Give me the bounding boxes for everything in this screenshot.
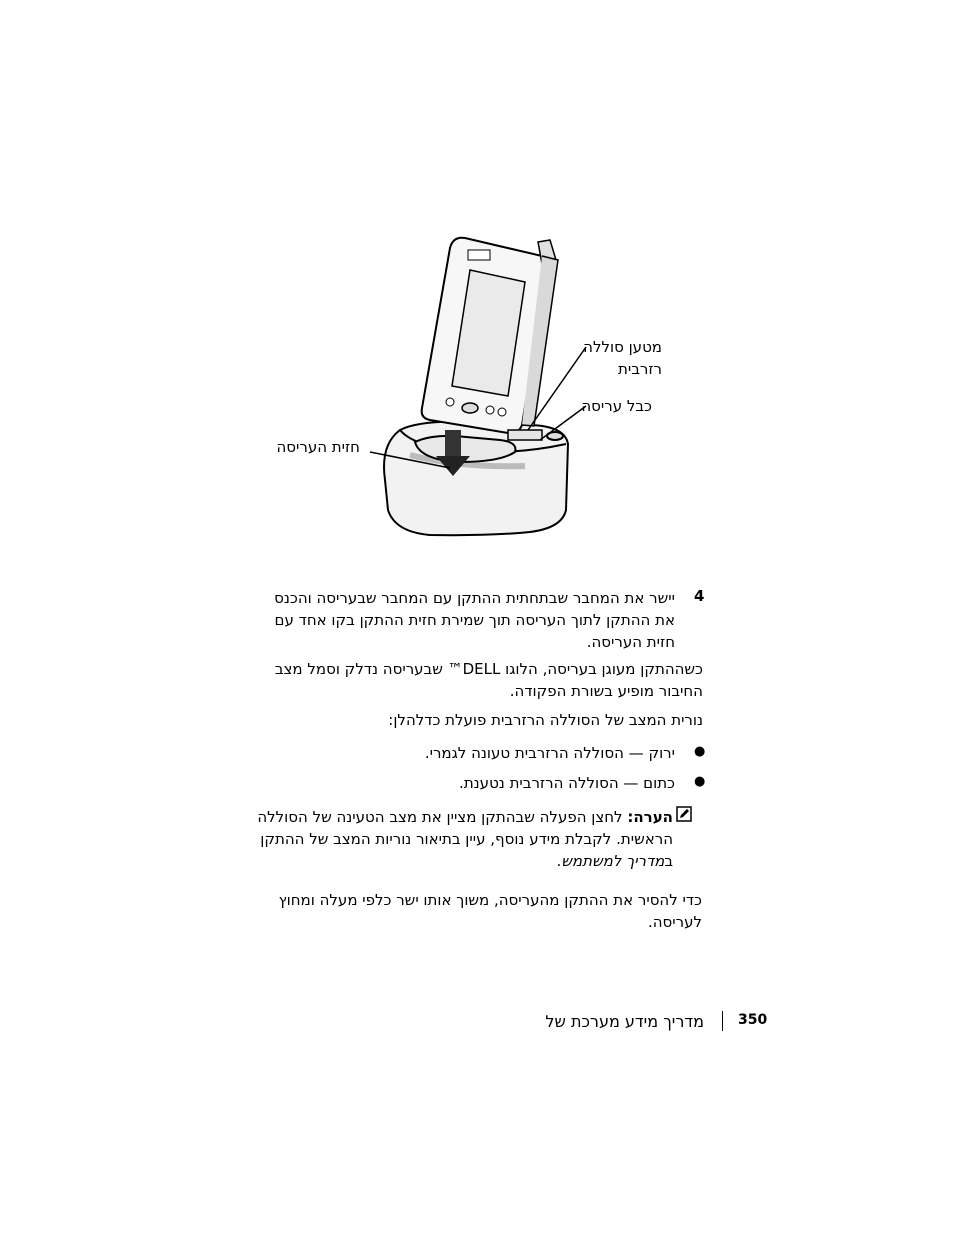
page-number: 350 (738, 1012, 768, 1028)
callout-battery-charger-line1: מטען סוללה (583, 338, 662, 356)
note-text: לחצן הפעלה שבהתקן מציין את מצב הטעינה של הסוללה הראשית. לקבלת מידע נוסף, עיין בתיאור נוריות המצב של ההתקן ב (257, 808, 673, 870)
bullet-amber: כתום — הסוללה הרזרבית נטענת. (459, 774, 675, 792)
note-pencil-icon (676, 806, 692, 822)
removal-paragraph: כדי להסיר את ההתקן מהעריסה, משוך אותו ישר כלפי מעלה ומחוץ לעריסה. (278, 891, 702, 931)
bullet-dot: ● (694, 774, 706, 789)
callout-battery-charger-line2: רזרבית (617, 360, 662, 378)
footer-title: מדריך מידע מערכת של (545, 1012, 704, 1031)
note-guide-title: מדריך למשתמש (561, 852, 665, 870)
note (255, 806, 673, 872)
callout-battery-charger (583, 336, 662, 380)
note-label: הערה: (627, 808, 673, 826)
note-end: . (556, 852, 562, 870)
step-number: 4 (694, 587, 705, 605)
footer-separator (722, 1011, 723, 1031)
dock-illustration (276, 230, 700, 540)
bullet-green: ירוק — הסוללה הרזרבית טעונה לגמרי. (424, 744, 675, 762)
callout-cradle-cable: כבל עריסה (581, 397, 652, 415)
status-light-paragraph: נורית המצב של הסוללה הרזרבית פועלת כדלהלן: (388, 711, 703, 729)
callout-cradle-front: חזית העריסה (276, 438, 360, 456)
bullet-dot: ● (694, 744, 706, 759)
step-text: יישר את המחבר שבתחתית ההתקן עם המחבר שבעריסה והכנס את ההתקן לתוך העריסה תוך שמירת חזית ההתקן בקו אחד עם חזית העריסה. (274, 589, 675, 651)
dock-logo-paragraph: כשההתקן מעוגן בעריסה, הלוגו DELL™ שבעריסה נדלק וסמל מצב החיבור מופיע בשורת הפקודה. (274, 660, 703, 700)
pda-device (422, 238, 558, 440)
